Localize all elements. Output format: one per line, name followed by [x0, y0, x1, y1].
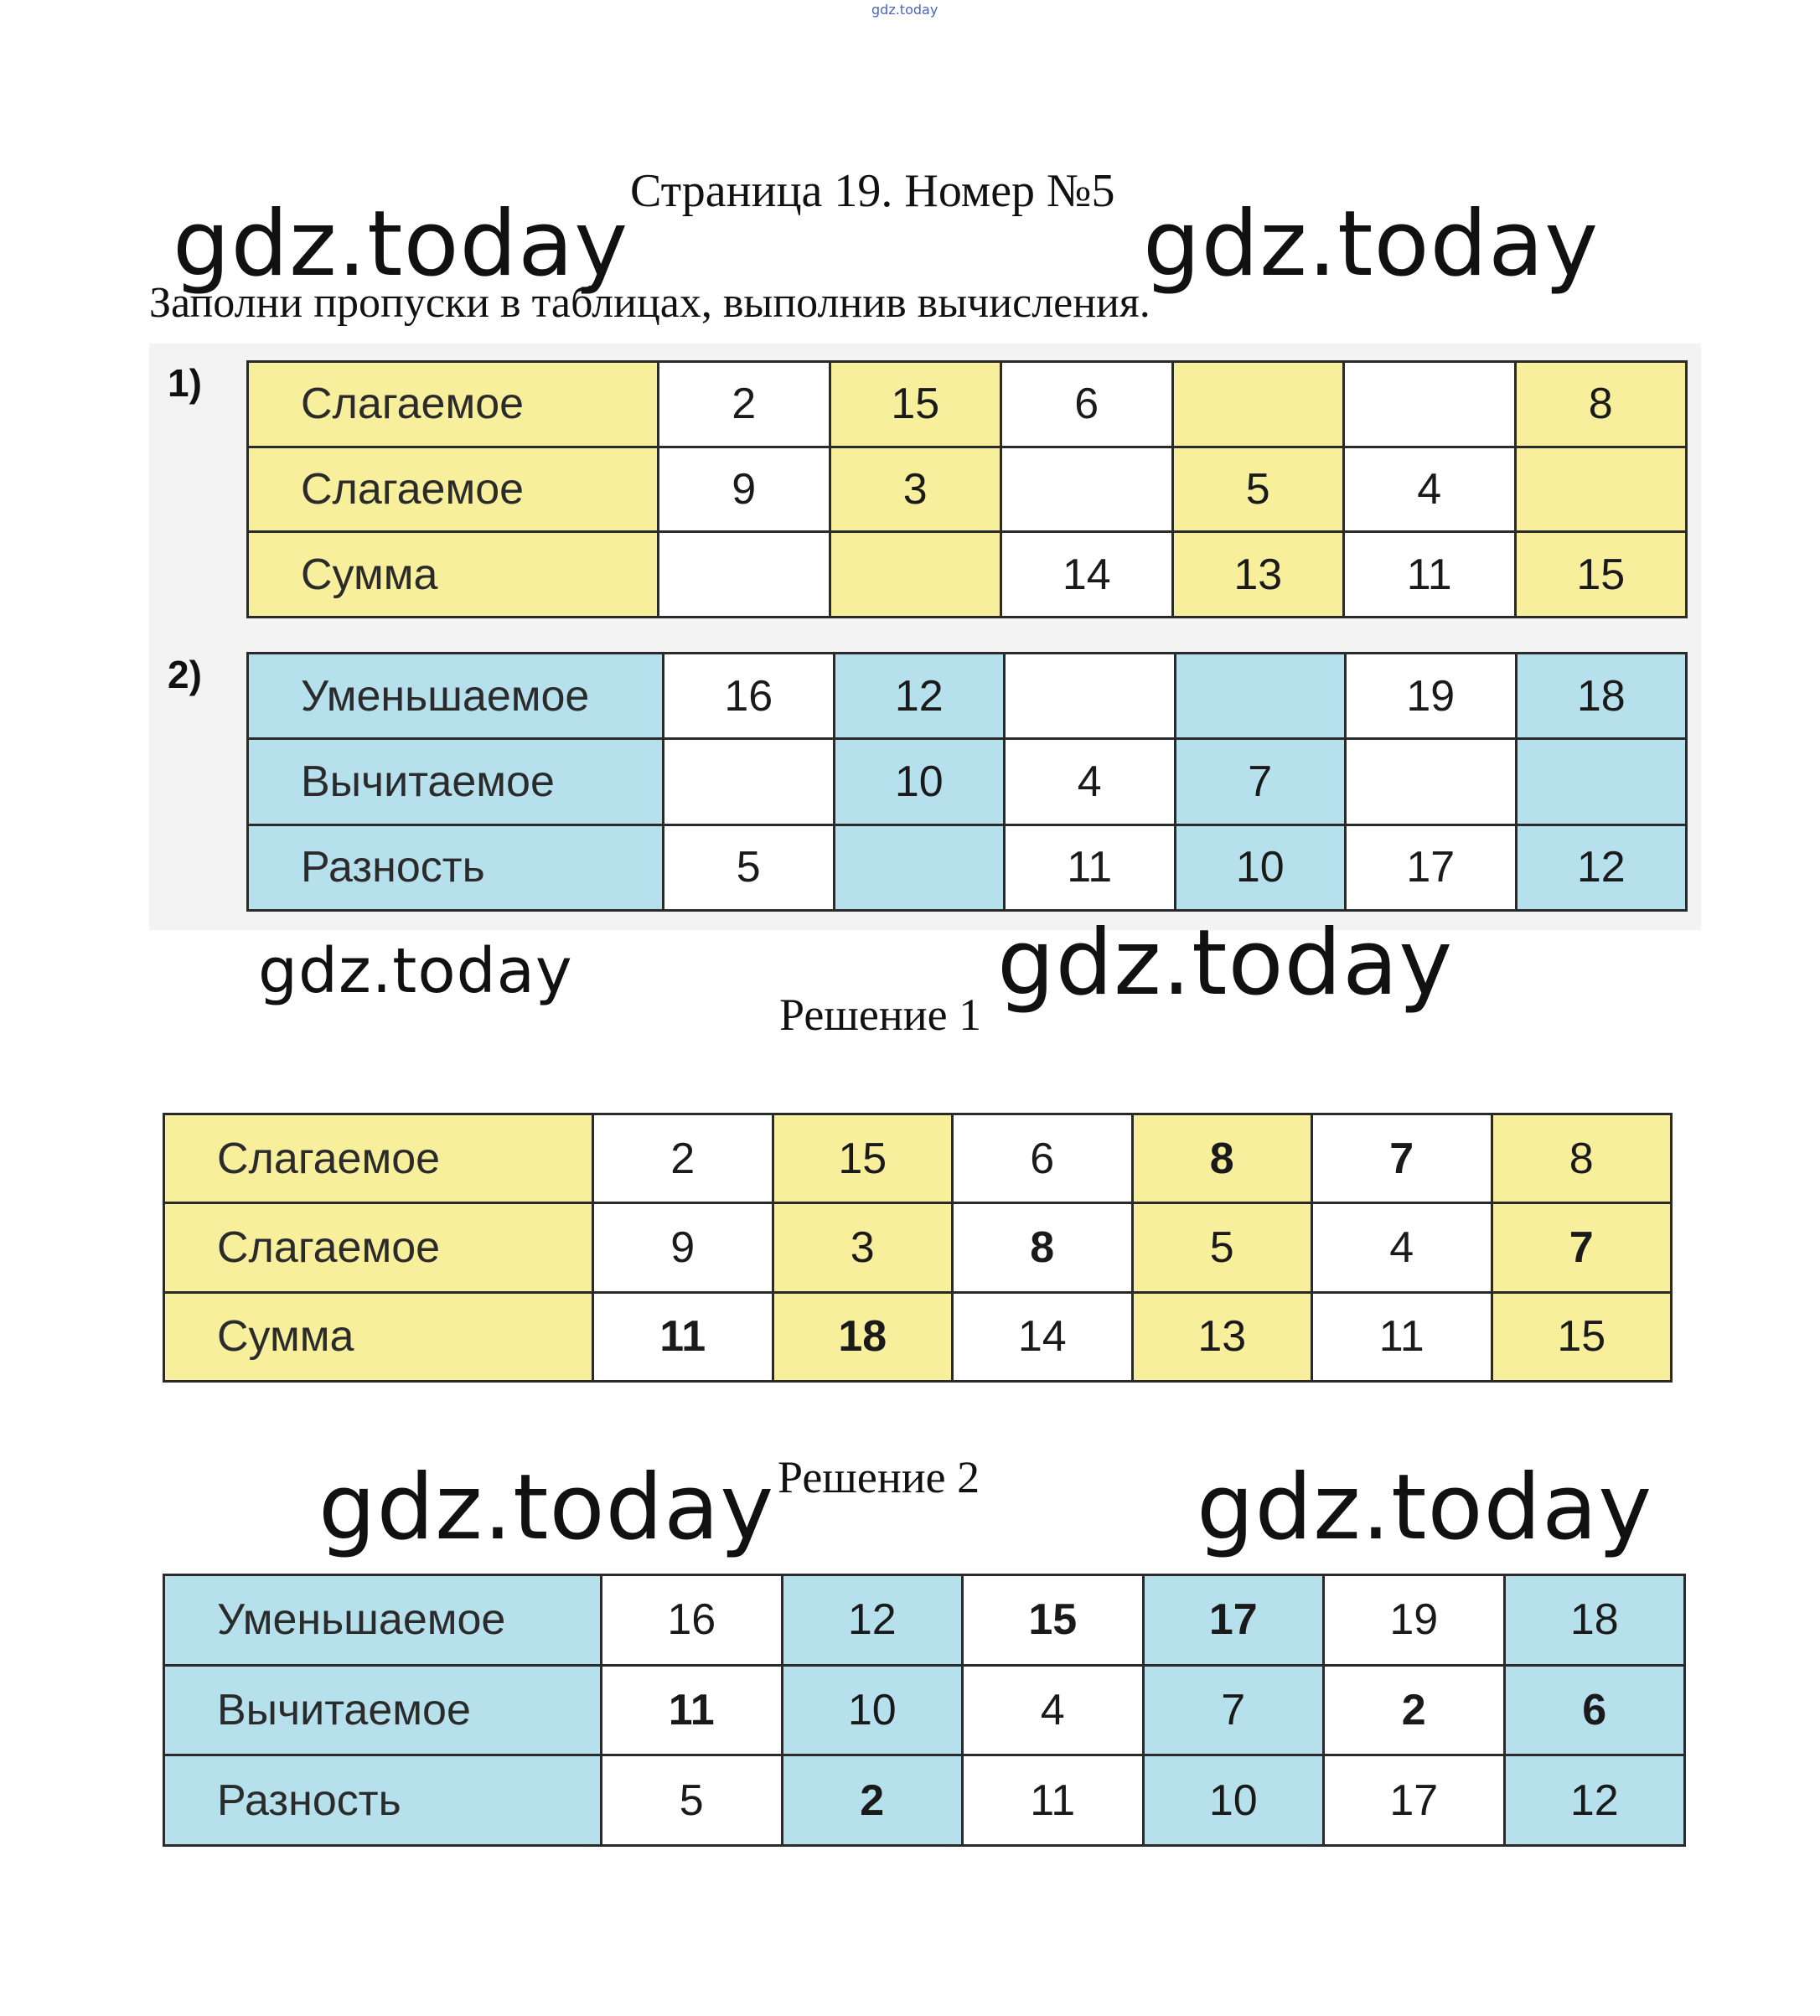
- cell: 6: [953, 1114, 1133, 1203]
- cell: 15: [830, 362, 1001, 447]
- cell: 12: [1504, 1755, 1685, 1846]
- cell: 3: [830, 447, 1001, 532]
- answer-cell: 15: [963, 1575, 1144, 1666]
- cell: 5: [664, 824, 835, 910]
- cell: 10: [834, 739, 1005, 824]
- task-table-diff: [246, 652, 1688, 912]
- cell: 7: [1143, 1665, 1324, 1755]
- empty-cell: [659, 532, 830, 618]
- cell: 15: [1492, 1292, 1672, 1381]
- cell: 6: [1001, 362, 1173, 447]
- solution-2-title: Решение 2: [778, 1452, 980, 1502]
- watermark: gdz.today: [318, 1455, 775, 1560]
- empty-cell: [1175, 654, 1346, 739]
- cell: 2: [593, 1114, 773, 1203]
- cell: 12: [834, 654, 1005, 739]
- cell: 16: [664, 654, 835, 739]
- answer-cell: 17: [1143, 1575, 1324, 1666]
- cell: 13: [1172, 532, 1344, 618]
- empty-cell: [1172, 362, 1344, 447]
- row-header: Уменьшаемое: [164, 1575, 602, 1666]
- solution-table-sum: [163, 1113, 1673, 1383]
- cell: 5: [1132, 1203, 1312, 1292]
- top-watermark: gdz.today: [871, 2, 938, 18]
- cell: 17: [1346, 824, 1517, 910]
- cell: 11: [963, 1755, 1144, 1846]
- cell: 4: [1312, 1203, 1492, 1292]
- empty-cell: [834, 824, 1005, 910]
- empty-cell: [1346, 739, 1517, 824]
- empty-cell: [1515, 447, 1687, 532]
- row-header: Слагаемое: [164, 1203, 593, 1292]
- task-table-sum: [246, 360, 1688, 618]
- page-title: Страница 19. Номер №5: [630, 165, 1115, 217]
- cell: 2: [659, 362, 830, 447]
- empty-cell: [1001, 447, 1173, 532]
- cell: 12: [782, 1575, 963, 1666]
- answer-cell: 8: [1132, 1114, 1312, 1203]
- answer-cell: 8: [953, 1203, 1133, 1292]
- cell: 16: [602, 1575, 783, 1666]
- empty-cell: [830, 532, 1001, 618]
- row-header: Вычитаемое: [164, 1665, 602, 1755]
- instruction-text: Заполни пропуски в таблицах, выполнив вычисления.: [149, 279, 1150, 327]
- cell: 11: [1005, 824, 1176, 910]
- cell: 4: [1344, 447, 1516, 532]
- cell: 10: [782, 1665, 963, 1755]
- cell: 18: [1516, 654, 1687, 739]
- answer-cell: 11: [593, 1292, 773, 1381]
- row-header: Слагаемое: [164, 1114, 593, 1203]
- cell: 17: [1324, 1755, 1505, 1846]
- cell: 8: [1515, 362, 1687, 447]
- cell: 11: [1312, 1292, 1492, 1381]
- cell: 14: [953, 1292, 1133, 1381]
- answer-cell: 7: [1492, 1203, 1672, 1292]
- empty-cell: [1005, 654, 1176, 739]
- solution-table-diff: [163, 1574, 1686, 1847]
- solution-1-title: Решение 1: [779, 990, 982, 1040]
- cell: 15: [1515, 532, 1687, 618]
- watermark: gdz.today: [173, 192, 629, 297]
- cell: 14: [1001, 532, 1173, 618]
- row-header: Разность: [248, 824, 664, 910]
- cell: 4: [1005, 739, 1176, 824]
- row-header: Слагаемое: [248, 447, 659, 532]
- cell: 11: [1344, 532, 1516, 618]
- row-header: Сумма: [164, 1292, 593, 1381]
- row-header: Слагаемое: [248, 362, 659, 447]
- watermark: gdz.today: [258, 935, 573, 1007]
- watermark: gdz.today: [1143, 192, 1600, 297]
- cell: 9: [593, 1203, 773, 1292]
- empty-cell: [664, 739, 835, 824]
- cell: 8: [1492, 1114, 1672, 1203]
- answer-cell: 2: [1324, 1665, 1505, 1755]
- watermark: gdz.today: [1197, 1455, 1653, 1560]
- answer-cell: 11: [602, 1665, 783, 1755]
- cell: 19: [1324, 1575, 1505, 1666]
- cell: 5: [602, 1755, 783, 1846]
- cell: 13: [1132, 1292, 1312, 1381]
- task-label-2: 2): [168, 653, 202, 696]
- row-header: Уменьшаемое: [248, 654, 664, 739]
- row-header: Вычитаемое: [248, 739, 664, 824]
- cell: 10: [1175, 824, 1346, 910]
- cell: 12: [1516, 824, 1687, 910]
- row-header: Сумма: [248, 532, 659, 618]
- watermark: gdz.today: [997, 911, 1454, 1016]
- answer-cell: 6: [1504, 1665, 1685, 1755]
- empty-cell: [1516, 739, 1687, 824]
- cell: 3: [773, 1203, 953, 1292]
- cell: 4: [963, 1665, 1144, 1755]
- answer-cell: 7: [1312, 1114, 1492, 1203]
- task-label-1: 1): [168, 361, 202, 405]
- cell: 18: [1504, 1575, 1685, 1666]
- answer-cell: 2: [782, 1755, 963, 1846]
- cell: 10: [1143, 1755, 1324, 1846]
- cell: 19: [1346, 654, 1517, 739]
- cell: 15: [773, 1114, 953, 1203]
- cell: 9: [659, 447, 830, 532]
- row-header: Разность: [164, 1755, 602, 1846]
- cell: 5: [1172, 447, 1344, 532]
- empty-cell: [1344, 362, 1516, 447]
- answer-cell: 18: [773, 1292, 953, 1381]
- cell: 7: [1175, 739, 1346, 824]
